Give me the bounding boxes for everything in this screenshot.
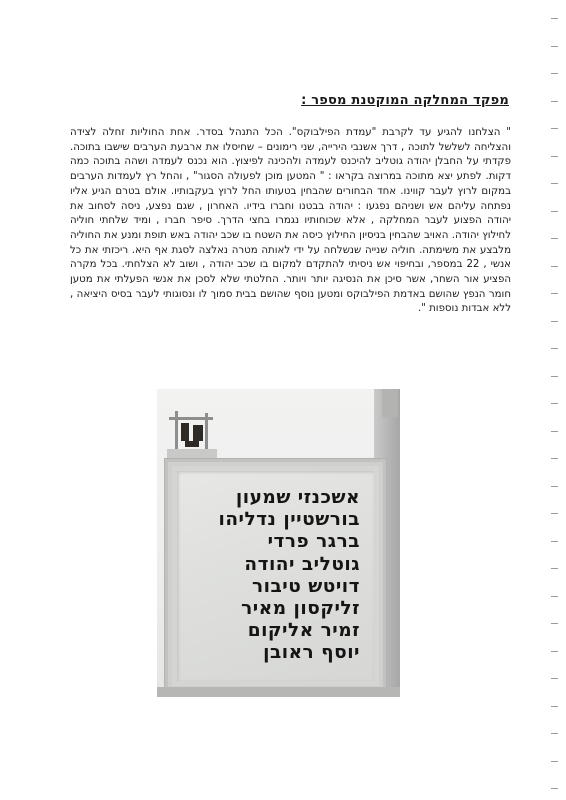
document-body-text: " הצלחנו להגיע עד לקרבת "עמדת הפילבוקס". הכל התנהל בסדר. אחת החוליות זחלה לצידה והצליחה לשלשל לתוכה , דרך אשנבי הירייה, שני רימונים – שחיסלו את ארבעת הערבים שישבו בתוכה. פקדתי על החבלן יהודה גוטליב להיכנס לעמדה ולהכינה לפיצוץ. הוא נכנס לעמדה ושהה בתוכה כמה דקות. לפתע יצא מתוכה במרוצה בקראו : " המטען מוכן לפעולה הסגור" , והחל רץ לעמדות הערבים במקום לרוץ לעבר קווינו. אחד הבחורים שהבחין בטעותו החל לרוץ בעקבותיו. אולם בטרם הגיע אליו נפתחה עליהם אש ושניהם נפגעו : יהודה בבטנו וחברו בידיו. האחרון , שגם נפצע, ניסה לסחוב את יהודה הפצוע לעבר המחלקה , אלא שכוחותיו נגמרו בחצי הדרך. סיפר חברו , ומיד שלחתי חוליה לחילוץ יהודה. האויב שהבחין בניסיון החילוץ כיסה את השטח בו שכב יהודה באש תופת ומנע את החוליה מלבצע את משימתה. חוליה שנייה שנשלחה על ידי לאותה מטרה נאלצה לסגת אף היא. ריכזתי את כל אנשי , 22 במספר, ובחיפוי אש ניסיתי להתקדם למקום בו שכב יהודה , ושוב לא הצלחתי. בכל מקרה הפציע אור השחר, אשר סיכן את הנסיגה יותר ויותר. החלטתי שלא לסכן את אנשי הפעלתי את מטען חומר הנפץ שהושם באדמת הפילבוקס ומטען נוסף שהושם בבית סמוך לו ונסוגותי לעבר בסיס היציאה , ללא אבדות נוספות ". [70, 127, 511, 315]
edge-mark [551, 156, 558, 157]
edge-mark [551, 183, 558, 184]
edge-mark [551, 458, 558, 459]
plaque-frame [165, 459, 386, 693]
edge-mark [551, 486, 558, 487]
document-title: מפקד המחלקה המוקטנת מספר : [301, 93, 509, 108]
edge-mark [551, 596, 558, 597]
edge-mark [551, 568, 558, 569]
plaque-base [157, 687, 400, 697]
edge-mark [551, 321, 558, 322]
edge-mark [551, 788, 558, 789]
plaque-names-list [188, 487, 360, 665]
edge-mark [551, 706, 558, 707]
edge-mark [551, 733, 558, 734]
edge-mark [551, 348, 558, 349]
edge-mark [551, 266, 558, 267]
plaque-name: זמיר אליקום [247, 620, 360, 642]
edge-mark [551, 211, 558, 212]
plaque-name: אשכנזי שמעון [235, 487, 360, 508]
edge-mark [551, 238, 558, 239]
memorial-plaque-photo [157, 389, 400, 697]
edge-mark [551, 101, 558, 102]
plaque-name: זליקסון מאיר [241, 598, 360, 620]
edge-mark [551, 128, 558, 129]
edge-mark [551, 651, 558, 652]
scan-edge-marks [548, 0, 558, 800]
rooftop-structure [165, 411, 217, 459]
memorial-plaque [177, 471, 374, 681]
edge-mark [551, 513, 558, 514]
edge-mark [551, 73, 558, 74]
edge-mark [551, 46, 558, 47]
edge-mark [551, 623, 558, 624]
plaque-name: יוסף ראובן [263, 642, 360, 664]
plaque-name: ברגר פרדי [267, 531, 360, 553]
plaque-name: בורשטיין נדליהו [218, 509, 360, 531]
edge-mark [551, 403, 558, 404]
plaque-name: גוטליב יהודה [244, 553, 360, 575]
edge-mark [551, 376, 558, 377]
edge-mark [551, 293, 558, 294]
edge-mark [551, 431, 558, 432]
edge-mark [551, 18, 558, 19]
edge-mark [551, 761, 558, 762]
edge-mark [551, 678, 558, 679]
plaque-name: דויטש טיבור [252, 575, 360, 597]
edge-mark [551, 541, 558, 542]
